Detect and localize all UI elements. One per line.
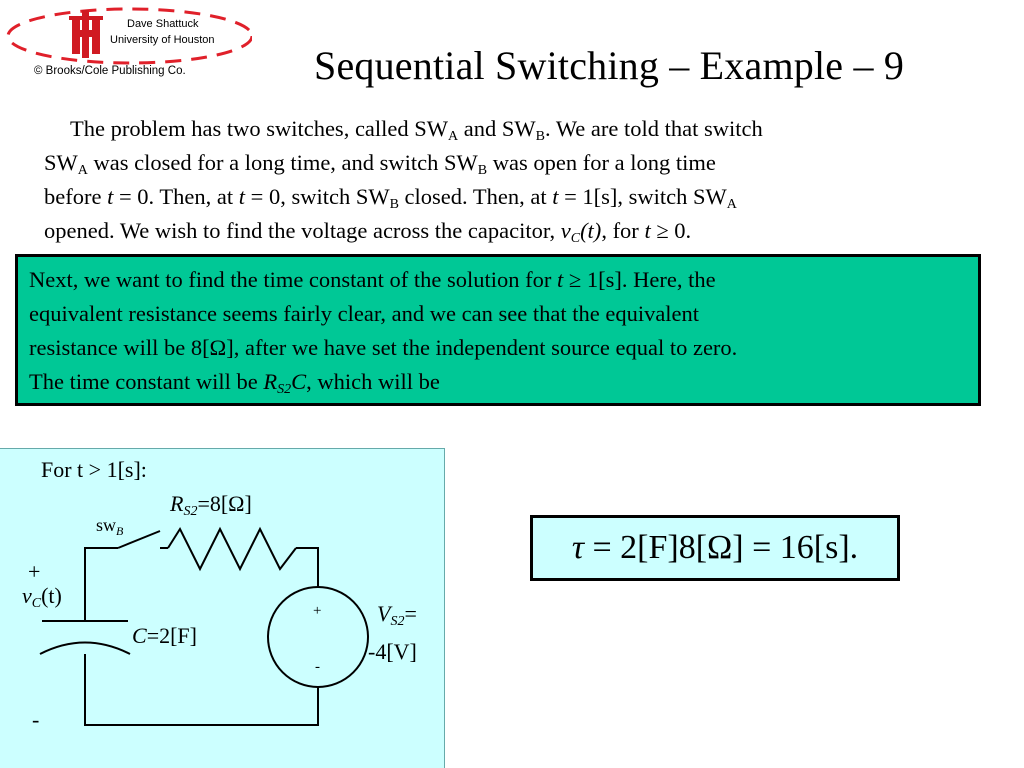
explanation-line-1 (29, 267, 716, 293)
subscript: A (448, 129, 459, 144)
explanation-line-2: equivalent resistance seems fairly clear, and we can see that the equivalent (29, 301, 700, 326)
publisher-logo (2, 4, 252, 82)
italic-var: R (263, 369, 278, 394)
problem-line-1 (44, 112, 984, 146)
explanation-box (15, 254, 981, 406)
text-run: opened. We wish to find the voltage across the capacitor, (44, 218, 561, 243)
wire-bottom (85, 654, 318, 725)
subscript: B (116, 524, 124, 538)
italic-var: t (557, 267, 564, 292)
subscript: C (570, 231, 581, 246)
italic-var: C (291, 369, 307, 394)
capacitor-label (132, 623, 197, 649)
capacitor-voltage-label (22, 583, 62, 609)
italic-var: (t) (580, 218, 602, 243)
logo-copyright: © Brooks/Cole Publishing Co. (34, 65, 186, 77)
problem-statement (44, 112, 984, 248)
text-run: , which will be (306, 369, 440, 394)
explanation-line-3: resistance will be 8[Ω], after we have set the independent source equal to zero. (29, 335, 738, 360)
text-run: , for (601, 218, 645, 243)
problem-line-4 (44, 214, 984, 248)
text-run: Next, we want to find the time constant of the solution for (29, 267, 558, 292)
source-value-label: -4[V] (368, 639, 417, 664)
text-run: = 0, switch SW (245, 184, 390, 209)
subscript: A (77, 163, 88, 178)
equation-text: = 2[F]8[Ω] = 16[s]. (583, 529, 859, 566)
text-run: before (44, 184, 108, 209)
resistor-zigzag (168, 529, 296, 569)
text-run: sw (96, 515, 117, 535)
subscript: B (477, 163, 488, 178)
source-name-label (377, 601, 417, 627)
text-run: ≥ 1[s]. Here, the (563, 267, 716, 292)
text-run: = 0. Then, at (113, 184, 239, 209)
subscript: S2 (183, 504, 198, 519)
subscript: B (535, 129, 545, 144)
wire-left-top (85, 548, 118, 621)
italic-var: v (22, 583, 32, 608)
italic-var: t (644, 218, 651, 243)
logo-university: University of Houston (110, 34, 215, 46)
uh-emblem-icon (69, 10, 103, 58)
text-run: was open for a long time (487, 150, 716, 175)
text-run: = (404, 601, 417, 626)
switch-label (96, 515, 123, 536)
text-run: . We are told that switch (545, 116, 763, 141)
italic-var: R (170, 491, 184, 516)
wire-top-right (296, 548, 318, 587)
text-run: (t) (41, 583, 62, 608)
italic-var: t (238, 184, 246, 209)
subscript: A (726, 197, 737, 212)
source-plus-terminal: + (313, 603, 322, 619)
text-run: = 1[s], switch SW (558, 184, 727, 209)
tau-symbol: τ (571, 529, 584, 566)
text-run: =8[Ω] (197, 491, 252, 516)
explanation-line-4 (29, 369, 440, 395)
circuit-heading: For t > 1[s]: (41, 457, 147, 482)
subscript: S2 (390, 614, 405, 629)
text-run: The problem has two switches, called SW (70, 116, 449, 141)
subscript: C (31, 596, 42, 611)
circuit-diagram (0, 448, 445, 768)
text-run: The time constant will be (29, 369, 264, 394)
text-run: =2[F] (146, 623, 197, 648)
capacitor-bottom-plate (40, 643, 130, 655)
vc-plus-sign: + (28, 559, 41, 584)
slide-title: Sequential Switching – Example – 9 (314, 43, 905, 88)
italic-var: t (552, 184, 559, 209)
text-run: was closed for a long time, and switch SW (87, 150, 478, 175)
italic-var: C (132, 623, 147, 648)
problem-line-2 (44, 146, 984, 180)
time-constant-equation (530, 515, 900, 581)
vc-minus-sign: - (32, 707, 40, 732)
text-run: ≥ 0. (650, 218, 692, 243)
text-run: SW (44, 150, 78, 175)
logo-author: Dave Shattuck (127, 18, 199, 30)
resistor-label (170, 491, 252, 517)
italic-var: t (107, 184, 114, 209)
subscript: S2 (277, 382, 292, 397)
italic-var: v (560, 218, 571, 243)
switch-blade (118, 531, 160, 548)
italic-var: V (377, 601, 391, 626)
source-minus-terminal: - (315, 659, 320, 675)
problem-line-3 (44, 180, 984, 214)
text-run: and SW (458, 116, 536, 141)
subscript: B (389, 197, 399, 212)
text-run: closed. Then, at (398, 184, 553, 209)
